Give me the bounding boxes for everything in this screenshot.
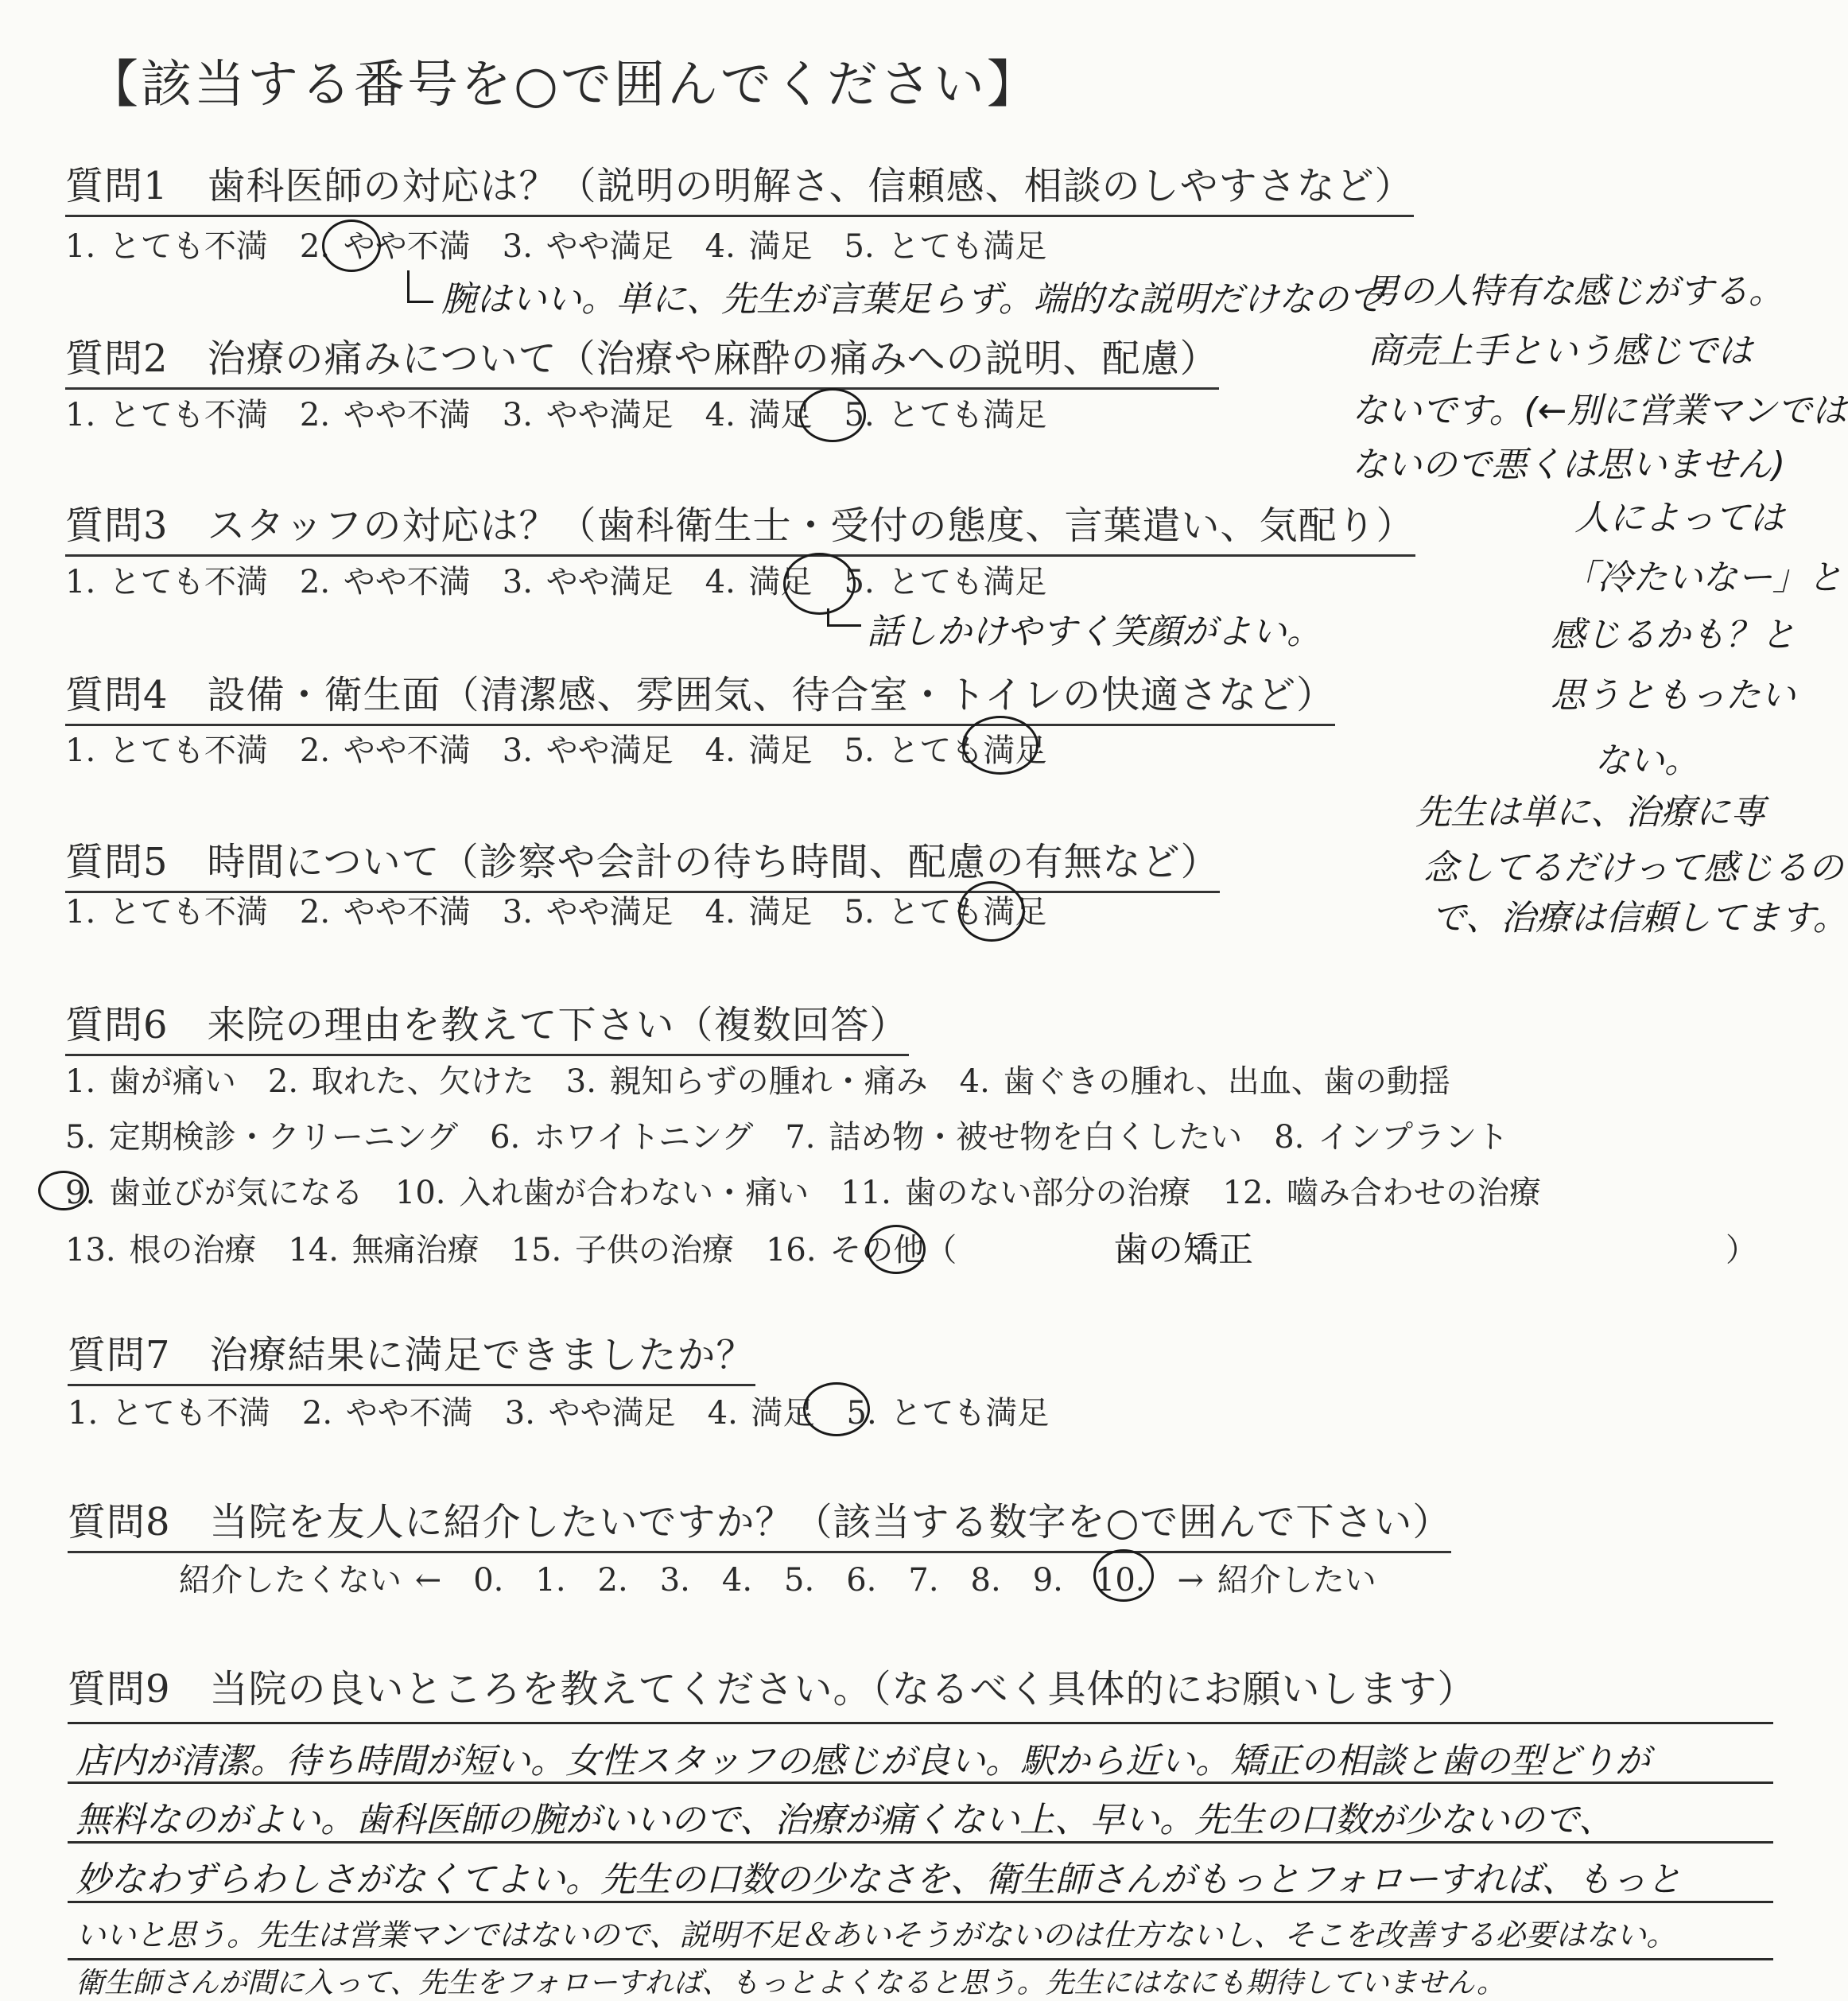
question-1-title: 質問1 歯科医師の対応は？（説明の明解さ、信頼感、相談のしやすさなど） <box>65 155 1414 217</box>
handwritten-side-note-3: ないです。(←別に営業マンでは <box>1352 390 1847 431</box>
answer-circle-q7[interactable] <box>803 1382 870 1436</box>
handwritten-q1-comment: 腕はいい。単に、先生が言葉足らず。端的な説明だけなので <box>441 279 1384 320</box>
question-9-title: 質問9 当院の良いところを教えてください。（なるべく具体的にお願いします） <box>68 1667 1477 1712</box>
answer-line-1 <box>68 1722 1773 1724</box>
question-6-row-4: 13. 根の治療 14. 無痛治療 15. 子供の治療 16. その他（ <box>65 1232 957 1269</box>
handwritten-side-note-12: で、治療は信頼してます。 <box>1431 898 1848 938</box>
question-4-options: 1. とても不満 2. やや不満 3. やや満足 4. 満足 5. とても満足 <box>65 732 1047 769</box>
question-3-options: 1. とても不満 2. やや不満 3. やや満足 4. 満足 5. とても満足 <box>65 564 1047 600</box>
question-5-title: 質問5 時間について（診察や会計の待ち時間、配慮の有無など） <box>65 831 1220 893</box>
handwritten-side-note-2: 商売上手という感じでは <box>1368 331 1753 371</box>
arrow-icon <box>407 270 433 303</box>
handwritten-side-note-1: 男の人特有な感じがする。 <box>1364 271 1784 312</box>
handwritten-q3-comment: 話しかけやすく笑顔がよい。 <box>867 612 1322 652</box>
answer-circle-q1[interactable] <box>322 220 381 272</box>
answer-circle-q6-16[interactable] <box>867 1225 926 1274</box>
handwritten-q9-line-4: いいと思う。先生は営業マンではないので、説明不足＆あいそうがないのは仕方ないし、そこを改善する必要はない。 <box>76 1917 1677 1952</box>
question-2-options: 1. とても不満 2. やや不満 3. やや満足 4. 満足 5. とても満足 <box>65 397 1047 433</box>
answer-circle-q5[interactable] <box>958 881 1025 942</box>
handwritten-side-note-4: ないので悪くは思いません) <box>1352 445 1786 485</box>
question-6-row-2: 5. 定期検診・クリーニング 6. ホワイトニング 7. 詰め物・被せ物を白くしたい 8. インプラント <box>65 1119 1509 1156</box>
question-8-scale: 紹介したくない ← 0. 1. 2. 3. 4. 5. 6. 7. 8. 9. 10. → 紹介したい <box>179 1562 1376 1599</box>
handwritten-side-note-11: 念してるだけって感じるの <box>1423 848 1843 888</box>
question-6-title: 質問6 来院の理由を教えて下さい（複数回答） <box>65 994 909 1056</box>
handwritten-q6-other: 歯の矯正 <box>1113 1230 1253 1270</box>
question-2-title: 質問2 治療の痛みについて（治療や麻酔の痛みへの説明、配慮） <box>65 328 1219 390</box>
question-7-options: 1. とても不満 2. やや不満 3. やや満足 4. 満足 5. とても満足 <box>68 1395 1050 1432</box>
handwritten-side-note-5: 人によっては <box>1574 498 1784 538</box>
handwritten-q9-line-5: 衛生師さんが間に入って、先生をフォローすれば、もっとよくなると思う。先生にはなにも期待していません。 <box>76 1967 1505 1999</box>
question-5-options: 1. とても不満 2. やや不満 3. やや満足 4. 満足 5. とても満足 <box>65 894 1047 931</box>
question-1-options: 1. とても不満 2. やや不満 3. やや満足 4. 満足 5. とても満足 <box>65 228 1047 265</box>
question-4-title: 質問4 設備・衛生面（清潔感、雰囲気、待合室・トイレの快適さなど） <box>65 664 1335 726</box>
handwritten-q9-line-3: 妙なわずらわしさがなくてよい。先生の口数の少なさを、衛生師さんがもっとフォローすれば、もっと <box>76 1859 1682 1900</box>
answer-circle-q3[interactable] <box>783 553 856 615</box>
arrow-icon <box>827 608 861 627</box>
page-title: 【該当する番号を○で囲んでください】 <box>87 56 1040 115</box>
answer-circle-q2[interactable] <box>799 388 866 442</box>
answer-circle-q4[interactable] <box>962 716 1039 775</box>
handwritten-q9-line-2: 無料なのがよい。歯科医師の腕がいいので、治療が痛くない上、早い。先生の口数が少ないので、 <box>76 1800 1614 1840</box>
answer-circle-q8[interactable] <box>1093 1549 1154 1602</box>
question-6-row-4-close: ） <box>1726 1232 1757 1269</box>
handwritten-side-note-10: 先生は単に、治療に専 <box>1415 792 1765 833</box>
handwritten-side-note-9: ない。 <box>1594 740 1699 781</box>
handwritten-side-note-8: 思うともったい <box>1551 675 1796 716</box>
question-6-row-1: 1. 歯が痛い 2. 取れた、欠けた 3. 親知らずの腫れ・痛み 4. 歯ぐきの腫れ、出血、歯の動揺 <box>65 1063 1450 1100</box>
answer-circle-q6-9[interactable] <box>38 1171 89 1210</box>
question-3-title: 質問3 スタッフの対応は？（歯科衛生士・受付の態度、言葉遣い、気配り） <box>65 495 1415 557</box>
question-7-title: 質問7 治療結果に満足できましたか？ <box>68 1324 755 1386</box>
handwritten-q9-line-1: 店内が清潔。待ち時間が短い。女性スタッフの感じが良い。駅から近い。矯正の相談と歯の型どりが <box>76 1741 1650 1781</box>
handwritten-side-note-6: 「冷たいなー」と <box>1563 558 1842 598</box>
question-8-title: 質問8 当院を友人に紹介したいですか？（該当する数字を○で囲んで下さい） <box>68 1491 1451 1553</box>
handwritten-side-note-7: 感じるかも？と <box>1551 615 1796 655</box>
question-6-row-3: 9. 歯並びが気になる 10. 入れ歯が合わない・痛い 11. 歯のない部分の治療 12. 嚙み合わせの治療 <box>65 1175 1541 1211</box>
